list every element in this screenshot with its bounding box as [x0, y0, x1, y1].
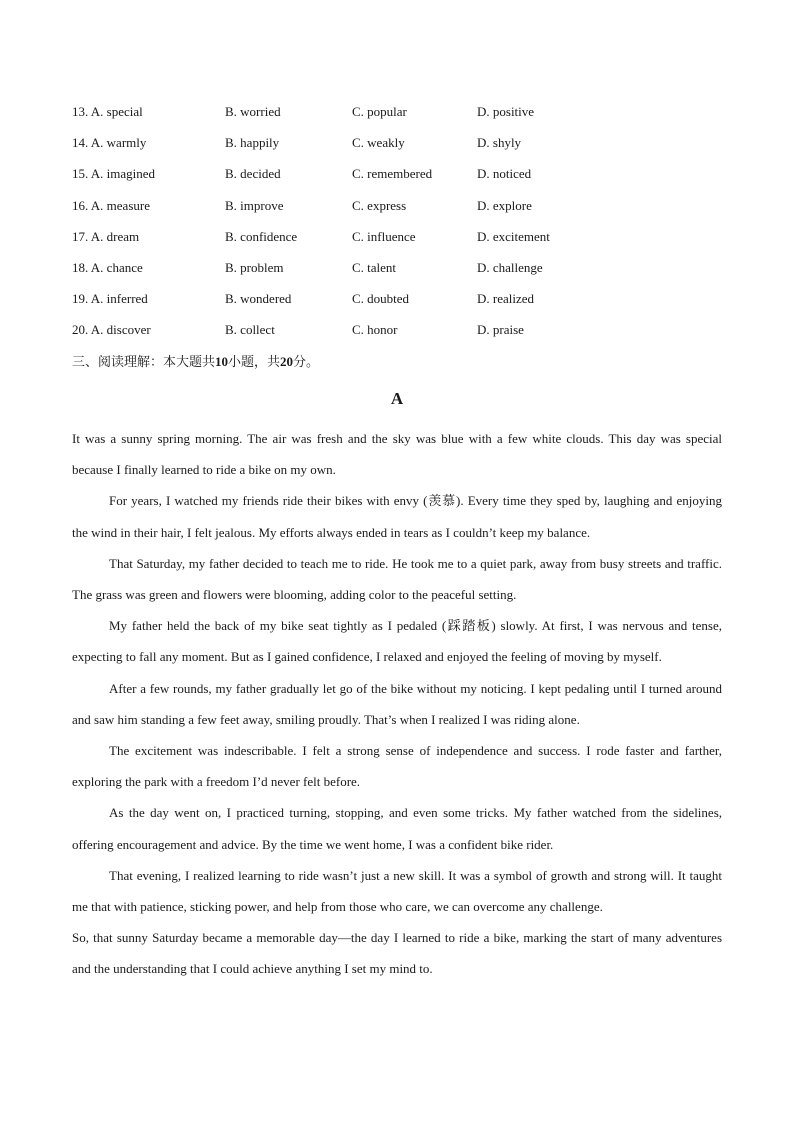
passage-paragraph: That Saturday, my father decided to teach me to ride. He took me to a quiet park, away from busy streets and traffic. The grass was green and flowers were blooming, adding color to the peaceful setting. [72, 555, 722, 603]
question-number: 13. A. [72, 104, 104, 119]
option-b: B. wondered [225, 291, 292, 307]
option-a-text: measure [106, 197, 150, 213]
question-number: 17. A. [72, 228, 104, 244]
passage-paragraph: For years, I watched my friends ride their bikes with envy (羡慕). Every time they sped by, laughing and enjoying the wind in their hair, I felt jealous. My efforts always ended in tears as I couldn’t keep my balance. [72, 493, 722, 540]
option-b: B. happily [225, 135, 280, 151]
passage-paragraph: After a few rounds, my father gradually let go of the bike without my noticing. I kept pedaling until I turned around and saw him standing a few feet away, smiling proudly. That’s when I realized I was riding alone. [72, 680, 722, 727]
option-b: B. improve [225, 197, 284, 213]
option-a [72, 102, 143, 122]
option-a [72, 289, 148, 309]
option-a [72, 133, 146, 153]
option-c: C. remembered [352, 166, 433, 182]
option-a-text: imagined [106, 166, 156, 182]
question-count: 10 [215, 354, 229, 369]
passage-paragraph: My father held the back of my bike seat tightly as I pedaled (踩踏板) slowly. At first, I was nervous and tense, expecting to fall any moment. But as I gained confidence, I relaxed and enjoyed the feeling of moving by myself. [72, 618, 722, 665]
question-row-18 [72, 258, 722, 289]
option-d: D. explore [477, 197, 532, 213]
question-row-19 [72, 289, 722, 320]
option-a [72, 258, 143, 278]
option-d: D. realized [477, 291, 535, 307]
option-c: C. talent [352, 259, 397, 275]
option-a [72, 227, 139, 247]
passage-title: A [390, 389, 404, 408]
total-score: 20 [280, 354, 294, 369]
option-b: B. problem [225, 259, 284, 275]
section-heading-part1: 三、阅读理解：本大题共 [72, 354, 216, 369]
passage-paragraph: That evening, I realized learning to ride wasn’t just a new skill. It was a symbol of growth and strong will. It taught me that with patience, sticking power, and help from those who care, we can overcome any challenge. [72, 867, 722, 915]
question-row-14 [72, 133, 722, 164]
option-a-text: warmly [106, 135, 147, 151]
question-row-13 [72, 102, 722, 133]
question-number: 20. A. [72, 322, 104, 338]
option-c: C. influence [352, 228, 416, 244]
question-row-15 [72, 164, 722, 195]
option-d: D. praise [477, 322, 524, 338]
option-a-text: special [106, 104, 143, 119]
option-a-text: chance [106, 259, 143, 275]
question-number: 16. A. [72, 197, 104, 213]
option-a-text: discover [106, 322, 151, 338]
passage-body [72, 423, 722, 985]
question-number: 14. A. [72, 135, 104, 151]
passage-paragraph: It was a sunny spring morning. The air was fresh and the sky was blue with a few white clouds. This day was special because I finally learned to ride a bike on my own. [72, 431, 722, 478]
question-number: 18. A. [72, 259, 104, 275]
option-b: B. confidence [225, 228, 298, 244]
option-b: B. decided [225, 166, 281, 182]
question-row-17 [72, 227, 722, 258]
section-heading-part3: 分。 [293, 354, 320, 369]
option-d: D. noticed [477, 166, 532, 182]
option-a [72, 164, 155, 184]
question-row-20 [72, 320, 722, 351]
option-a-text: inferred [106, 291, 148, 307]
option-c: C. doubted [352, 291, 410, 307]
question-number: 15. A. [72, 166, 104, 182]
option-b: B. collect [225, 322, 275, 338]
question-number: 19. A. [72, 291, 104, 307]
option-c: C. popular [352, 104, 407, 119]
option-d: D. shyly [477, 135, 522, 151]
answer-options-list [72, 102, 722, 352]
option-d: D. positive [477, 104, 535, 119]
question-row-16 [72, 196, 722, 227]
option-d: D. excitement [477, 228, 550, 244]
section-heading-part2: 小题，共 [228, 354, 281, 369]
passage-paragraph: The excitement was indescribable. I felt a strong sense of independence and success. I rode faster and farther, exploring the park with a freedom I’d never felt before. [72, 743, 722, 790]
section-heading [72, 352, 319, 372]
option-c: C. weakly [352, 135, 405, 151]
option-c: C. express [352, 197, 407, 213]
option-a [72, 196, 150, 216]
option-d: D. challenge [477, 259, 543, 275]
option-a-text: dream [106, 228, 140, 244]
option-c: C. honor [352, 322, 398, 338]
passage-paragraph: So, that sunny Saturday became a memorable day—the day I learned to ride a bike, marking the start of many adventures and the understanding that I could achieve anything I set my mind to. [72, 930, 722, 977]
passage-paragraph: As the day went on, I practiced turning, stopping, and even some tricks. My father watched from the sidelines, offering encouragement and advice. By the time we went home, I was a confident bike rider. [72, 805, 722, 852]
option-b: B. worried [225, 104, 281, 119]
option-a [72, 320, 151, 340]
